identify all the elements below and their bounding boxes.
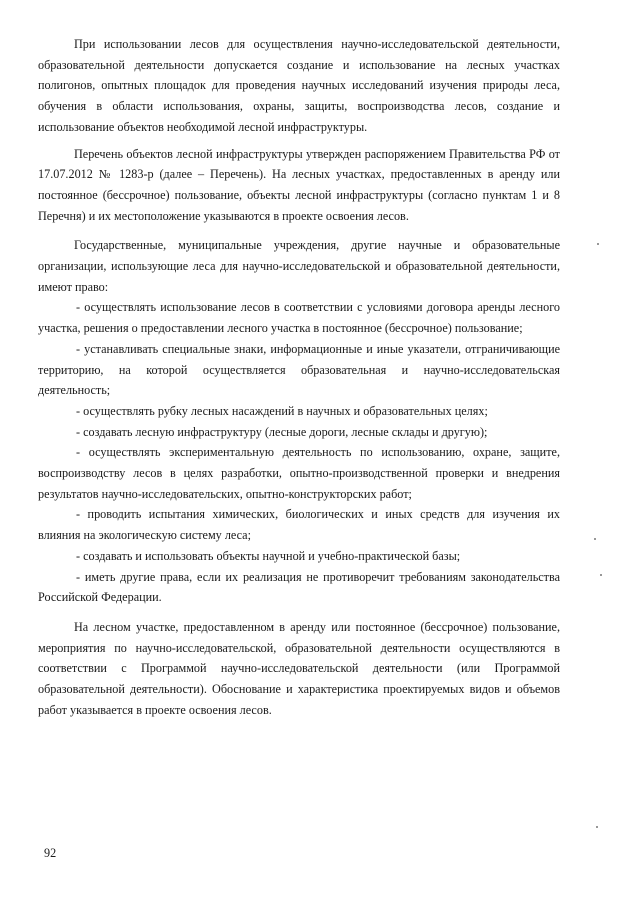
scan-speck	[597, 243, 599, 245]
scan-speck	[600, 574, 602, 576]
paragraph-infrastructure-list: Перечень объектов лесной инфраструктуры утвержден распоряжением Правительства РФ от 17.07.2012 № 1283-р (далее – Перечень). На лесных участках, предоставленных в аренду или постоянное (бессрочное) пользование, объекты лесной инфраструктуры (согласно пунктам 1 и 8 Перечня) и их местоположение указываются в проекте освоения лесов.	[38, 146, 560, 223]
rights-list	[38, 297, 560, 608]
paragraph-program-activities: На лесном участке, предоставленном в аренду или постоянное (бессрочное) пользование, мероприятия по научно-исследовательской, образовательной деятельности осуществляются в соответствии с Программой научно-исследовательской деятельности (или Программой образовательной деятельности). Обоснование и характеристика проектируемых видов и объемов работ указывается в проекте освоения лесов.	[38, 619, 560, 717]
list-item: - иметь другие права, если их реализация не противоречит требованиям законодательства Российской Федерации.	[38, 569, 560, 605]
list-item: - создавать и использовать объекты научной и учебно-практической базы;	[76, 548, 461, 563]
list-item: - осуществлять рубку лесных насаждений в научных и образовательных целях;	[76, 403, 488, 418]
list-item: - проводить испытания химических, биологических и иных средств для изучения их влияния на экологическую систему леса;	[38, 507, 560, 543]
list-item: - осуществлять экспериментальную деятельность по использованию, охране, защите, воспроизводству лесов в целях разработки, опытно-производственной проверки и внедрения результатов научно-исследовательских, опытно-конструкторских работ;	[38, 445, 560, 501]
list-item: - осуществлять использование лесов в соответствии с условиями договора аренды лесного участка, решения о предоставлении лесного участка в постоянное (бессрочное) пользование;	[38, 300, 560, 336]
paragraph-organizations-rights: Государственные, муниципальные учреждения, другие научные и образовательные организации, использующие леса для научно-исследовательской и образовательной деятельности, имеют право:	[38, 238, 560, 294]
scan-speck	[594, 538, 596, 540]
list-item: - создавать лесную инфраструктуру (лесные дороги, лесные склады и другую);	[76, 424, 488, 439]
page-number: 92	[44, 846, 57, 860]
paragraph-research-use: При использовании лесов для осуществления научно-исследовательской деятельности, образовательной деятельности допускается создание и использование на лесных участках полигонов, опытных площадок для проведения научных исследований изучения природы леса, обучения в области использования, охраны, защиты, воспроизводства лесов, создание и использование объектов необходимой лесной инфраструктуры.	[38, 37, 560, 134]
scan-speck	[596, 826, 598, 828]
list-item: - устанавливать специальные знаки, информационные и иные указатели, отграничивающие территорию, на которой осуществляется образовательная и научно-исследовательская деятельность;	[38, 341, 560, 398]
document-page	[38, 34, 560, 874]
